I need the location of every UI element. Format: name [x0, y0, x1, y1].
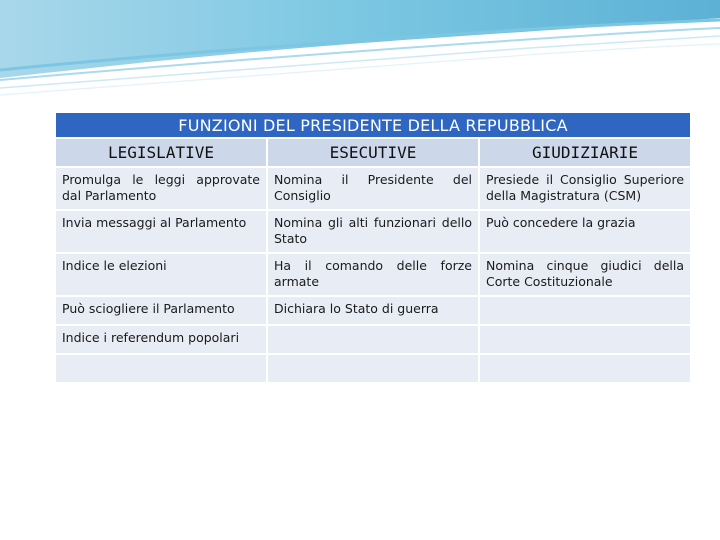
column-header-legislative: LEGISLATIVE	[56, 139, 266, 166]
table-row	[56, 168, 690, 209]
table-cell	[268, 355, 478, 382]
table-cell: Invia messaggi al Parlamento	[56, 211, 266, 252]
functions-table	[54, 111, 692, 384]
table-row	[56, 254, 690, 295]
table-cell: Nomina cinque giudici della Corte Costituzionale	[480, 254, 690, 295]
functions-table-container	[54, 111, 690, 384]
table-cell: Può concedere la grazia	[480, 211, 690, 252]
table-row	[56, 211, 690, 252]
table-cell	[56, 355, 266, 382]
decorative-wave-banner	[0, 0, 720, 110]
table-cell: Indice i referendum popolari	[56, 326, 266, 353]
table-cell: Può sciogliere il Parlamento	[56, 297, 266, 324]
table-cell: Nomina il Presidente del Consiglio	[268, 168, 478, 209]
table-cell: Dichiara lo Stato di guerra	[268, 297, 478, 324]
table-cell: Nomina gli alti funzionari dello Stato	[268, 211, 478, 252]
table-cell	[480, 326, 690, 353]
table-row	[56, 355, 690, 382]
table-cell	[480, 355, 690, 382]
table-row	[56, 297, 690, 324]
table-cell	[268, 326, 478, 353]
table-cell: Promulga le leggi approvate dal Parlamento	[56, 168, 266, 209]
table-cell: Ha il comando delle forze armate	[268, 254, 478, 295]
column-header-executive: ESECUTIVE	[268, 139, 478, 166]
table-cell: Presiede il Consiglio Superiore della Magistratura (CSM)	[480, 168, 690, 209]
table-cell	[480, 297, 690, 324]
table-cell: Indice le elezioni	[56, 254, 266, 295]
column-header-judicial: GIUDIZIARIE	[480, 139, 690, 166]
table-row	[56, 326, 690, 353]
table-title: FUNZIONI DEL PRESIDENTE DELLA REPUBBLICA	[56, 113, 690, 137]
